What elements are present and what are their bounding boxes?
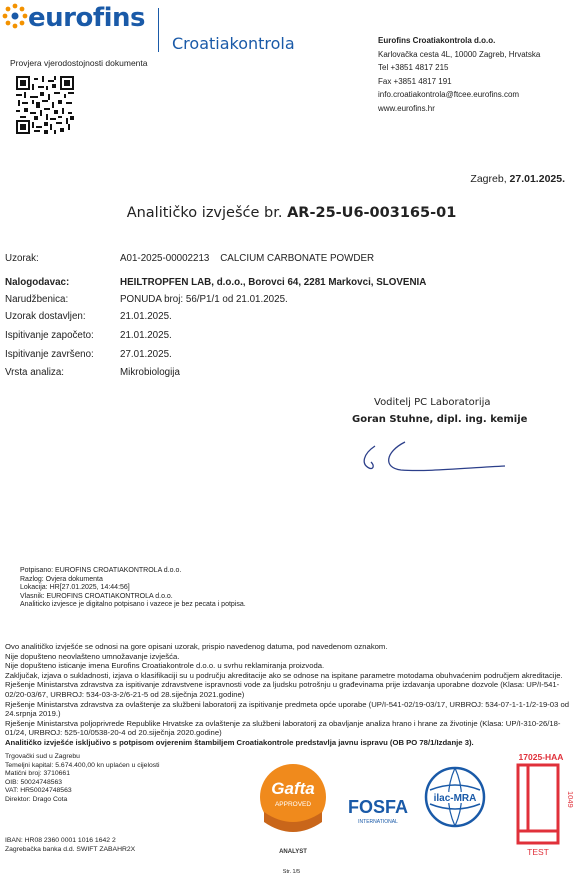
field-value: HEILTROPFEN LAB, d.o.o., Borovci 64, 2281 Markovci, SLOVENIA [120,277,427,288]
field-label: Ispitivanje završeno: [5,349,94,360]
company-email[interactable]: info.croatiakontrola@ftcee.eurofins.com [378,90,520,99]
eurofins-logo-icon [2,3,28,29]
company-website[interactable]: www.eurofins.hr [378,103,435,113]
date-value: 27.01.2025. [509,173,565,185]
hac-accreditation-badge-icon [506,751,576,861]
verify-label: Provjera vjerodostojnosti dokumenta [10,58,148,68]
field-value: 21.01.2025. [120,311,172,322]
registry-line: Direktor: Drago Cota [5,795,68,803]
logo-subtitle: Croatiakontrola [172,34,295,53]
note-line: Nije dopušteno neovlašteno umnožavanje izvješća. [5,651,180,661]
notes-block [5,642,577,748]
ilac-mra-badge-icon [424,766,486,828]
report-title [0,205,583,221]
gafta-approved-text: APPROVED [274,801,312,808]
registry-line: VAT: HR50024748563 [5,787,72,795]
field-label: Uzorak dostavljen: [5,311,86,322]
dsig-line: Razlog: Ovjera dokumenta [20,575,103,583]
signatory-role: Voditelj PC Laboratorija [374,397,491,408]
registry-line: OIB: 50024748563 [5,778,63,786]
note-line: Nije dopušteno isticanje imena Eurofins Croatiakontrole d.o.o. u svrhu reklamiranja proizvoda. [5,661,325,671]
fosfa-text: FOSFA [347,797,409,817]
registry-info [5,753,160,805]
sample-label: Uzorak: [5,253,39,264]
note-line: Rješenje Ministarstva zdravstva za ovlaštenje za službeni laboratorij za ispitivanje predmeta opće uporabe (UP/I-541-02/19-03/17, URBROJ: 534-07-1-1-1/2-19-03 od 24.srpnja 2019.) [5,699,570,719]
company-tel: Tel +3851 4817 215 [378,63,449,72]
field-label: Vrsta analiza: [5,367,64,378]
company-fax: Fax +3851 4817 191 [378,76,452,86]
hac-side-text: 1049 [566,791,575,808]
note-line: Zaključak, izjava o sukladnosti, izjava o klasifikaciji su u području akreditacije ako se odnose na ispitane parametre motodama obuhvaćenim područjem akreditacije. [5,670,563,680]
company-info [378,34,540,115]
field-value: 27.01.2025. [120,349,172,360]
gafta-analyst-text: ANALYST [279,849,307,855]
sample-value: A01-2025-00002213 CALCIUM CARBONATE POWDER [120,253,375,264]
ilac-text: ilac-MRA [433,793,477,804]
field-label: Nalogodavac: [5,277,70,288]
note-line: Rješenje Ministarstva poljoprivrede Republike Hrvatske za ovlaštenje za službeni laboratorij za obavljanje analiza hrano i hrane za životinje (Klasa: UP/I-310-26/18-01/24, URBROJ: 525-10/0538-20-4 od 20.siječnja 2020.godine) [5,718,561,738]
logo-text: eurofins [28,3,146,33]
company-address: Karlovačka cesta 4L, 10000 Zagreb, Hrvatska [378,49,541,59]
gafta-badge-icon [258,752,328,858]
dsig-line: Potpisano: EUROFINS CROATIAKONTROLA d.o.o. [20,567,182,574]
gafta-text: Gafta [271,779,315,798]
note-strong: Analitičko izvješće isključivo s potpisom ovjerenim štambiljem Croatiakontrole predstavlja javnu ispravu (OB PO 78/1/Izdanje 3). [5,737,474,747]
handwritten-signature-icon [355,432,515,482]
registry-line: Matični broj: 3710661 [5,770,70,778]
field-label: Ispitivanje započeto: [5,330,94,341]
report-date [470,173,565,185]
logo-divider [158,8,159,52]
dsig-line: Lokacija: HR[27.01.2025, 14:44:56] [20,584,130,592]
digital-signature-block [20,567,246,610]
dsig-line: Vlasnik: EUROFINS CROATIAKONTROLA d.o.o. [20,592,173,600]
fosfa-sub-text: INTERNATIONAL [358,819,398,825]
hac-top-text: 17025-HAA [518,752,564,762]
dsig-line: Analiticko izvjesce je digitalno potpisano i vazece je bez pecata i potpisa. [20,601,246,609]
date-place: Zagreb, [470,173,507,185]
bank-line: IBAN: HR08 2360 0001 1016 1642 2 [5,837,116,844]
note-line: Rješenje Ministarstva zdravstva za ispitivanje zdravstvene ispravnosti vode za ljudsku potrošnju u građevinama prije izdavanja uporabne dozvole (Klasa: UP/I-541-02/20-03/67, URBROJ: 534-03-3-2/6-21-5 od 28.siječnja 2021.godine) [5,680,560,699]
fosfa-badge-icon [344,795,412,827]
report-number: AR-25-U6-003165-01 [287,205,457,221]
company-name: Eurofins Croatiakontrola d.o.o. [378,36,496,45]
qr-code-icon[interactable] [16,76,74,134]
registry-line: Trgovački sud u Zagrebu [5,753,80,760]
title-prefix: Analitičko izvješće br. [126,205,283,221]
bank-line: Zagrebačka banka d.d. SWIFT ZABAHR2X [5,845,136,853]
field-value: PONUDA broj: 56/P1/1 od 21.01.2025. [120,294,288,305]
hac-bottom-text: TEST [527,847,549,857]
page-number: Str. 1/5 [282,869,301,875]
signatory-name: Goran Stuhne, dipl. ing. kemije [352,414,528,425]
field-value: 21.01.2025. [120,330,172,341]
registry-line: Temeljni kapital: 5.674.400,00 kn uplaćen u cijelosti [5,761,160,769]
bank-info [5,837,135,854]
field-label: Narudžbenica: [5,294,69,305]
note-line: Ovo analitičko izvješće se odnosi na gore opisani uzorak, prispio navedenog datuma, pod navedenom oznakom. [5,642,388,651]
field-value: Mikrobiologija [120,367,180,378]
